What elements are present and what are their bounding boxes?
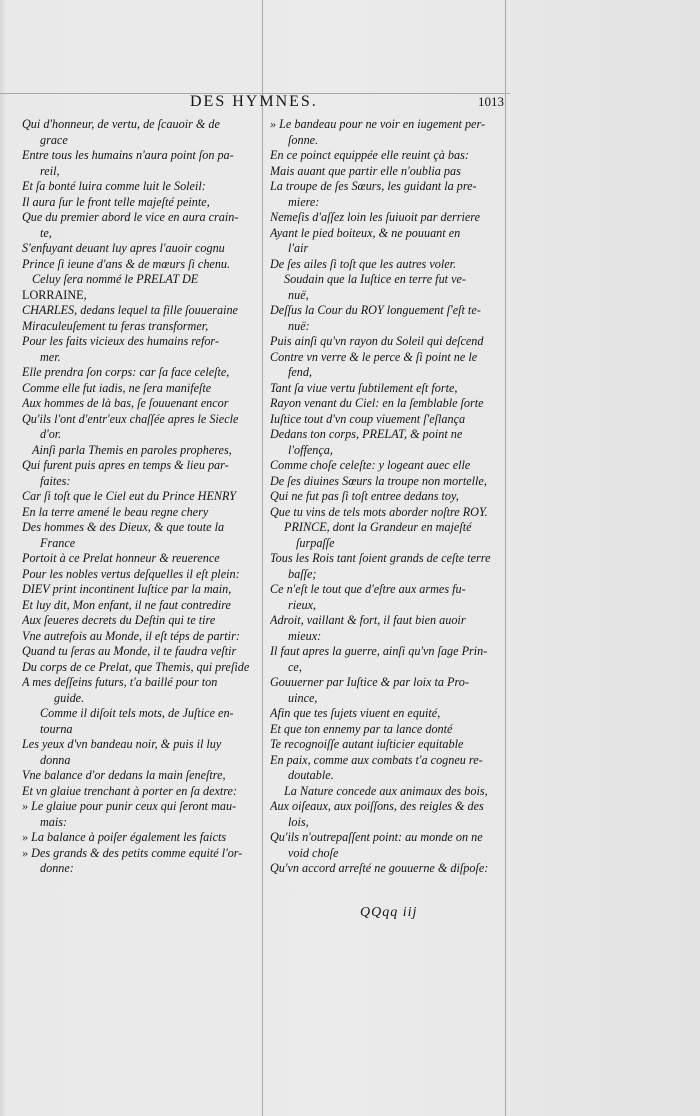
verse-line: CHARLES, dedans lequel ta fille ſouueraine xyxy=(22,303,238,317)
verse-line: uince, xyxy=(288,690,318,705)
verse-line: Qu'ils n'outrepaſſent point: au monde on ne xyxy=(270,830,483,844)
verse-line: Car ſi toſt que le Ciel eut du Prince HENRY xyxy=(22,489,237,503)
verse-line: l'air xyxy=(288,241,309,255)
verse-line: Aux ſeueres decrets du Deſtin qui te tire xyxy=(22,613,216,627)
verse-line: tourna xyxy=(40,721,73,736)
verse-line: donna xyxy=(40,752,71,767)
verse-line: DIEV print incontinent Iuſtice par la main, xyxy=(22,582,232,596)
verse-line: Nemeſis d'aſſez loin les ſuiuoit par derriere xyxy=(270,210,481,224)
verse-line: lois, xyxy=(288,814,309,829)
verse-line: Ainſi parla Themis en paroles propheres, xyxy=(32,442,232,457)
verse-line: Adroit, vaillant & fort, il faut bien auoir xyxy=(270,613,466,627)
verse-line: te, xyxy=(40,225,52,240)
verse-line: Vne balance d'or dedans la main ſeneſtre, xyxy=(22,768,226,782)
verse-line: ſurpaſſe xyxy=(296,535,335,550)
verse-line: Contre vn verre & le perce & ſi point ne le xyxy=(270,349,478,364)
verse-line: doutable. xyxy=(288,768,334,782)
page-number: 1013 xyxy=(478,94,504,109)
verse-line: Aux oiſeaux, aux poiſſons, des reigles & des xyxy=(270,799,484,813)
verse-line: Qu'ils l'ont d'entr'eux chaſſée apres le Siecle xyxy=(22,411,239,426)
verse-line: France xyxy=(40,535,76,550)
verse-line: ſonne. xyxy=(288,132,319,147)
verse-line: LORRAINE, xyxy=(22,287,87,302)
verse-line: Iuſtice tout d'vn coup viuement ſ'eſlança xyxy=(270,411,466,426)
verse-line: Et vn glaiue trenchant à porter en ſa dextre: xyxy=(22,783,238,798)
verse-line: guide. xyxy=(54,690,85,705)
verse-line: La Nature concede aux animaux des bois, xyxy=(284,783,488,798)
verse-line: Quand tu ſeras au Monde, il te faudra veſtir xyxy=(22,644,237,658)
verse-line: Portoit à ce Prelat honneur & reuerence xyxy=(22,551,220,565)
verse-line: Vne autrefois au Monde, il eſt téps de partir: xyxy=(22,628,240,643)
verse-line: Et luy dit, Mon enfant, il ne faut contredire xyxy=(22,597,231,612)
verse-line: miere: xyxy=(288,194,320,209)
verse-line: ce, xyxy=(288,659,302,674)
verse-line: Les yeux d'vn bandeau noir, & puis il luy xyxy=(22,737,222,751)
verse-line: » Le bandeau pour ne voir en iugement per- xyxy=(270,117,486,131)
verse-line: » Le glaiue pour punir ceux qui ſeront mau- xyxy=(22,799,237,813)
verse-line: » La balance à poiſer également les faicts xyxy=(22,830,227,844)
verse-line: Elle prendra ſon corps: car ſa face celeſte, xyxy=(22,365,230,379)
verse-line: Il aura ſur le front telle majeſté peinte, xyxy=(22,194,210,209)
verse-line: Et que ton ennemy par ta lance donté xyxy=(270,721,453,736)
verse-line: Du corps de ce Prelat, que Themis, qui preſide xyxy=(22,659,250,674)
verse-line: De ſes ailes ſi toſt que les autres voler. xyxy=(270,256,457,271)
verse-line: baſſe; xyxy=(288,566,317,581)
verse-line: l'offença, xyxy=(288,442,333,457)
verse-line: Deſſus la Cour du ROY longuement ſ'eſt te- xyxy=(270,303,481,317)
verse-line: Tant ſa viue vertu ſubtilement eſt forte, xyxy=(270,380,458,395)
verse-line: Celuy ſera nommé le PRELAT DE xyxy=(32,272,199,286)
verse-line: Afin que tes ſujets viuent en equité, xyxy=(270,706,441,720)
verse-line: Dedans ton corps, PRELAT, & point ne xyxy=(270,427,463,441)
verse-line: mieux: xyxy=(288,628,322,643)
verse-line: Qui ne fut pas ſi toſt entree dedans toy, xyxy=(270,489,459,503)
verse-line: Que tu vins de tels mots aborder noſtre ROY. xyxy=(270,504,488,519)
verse-line: Pour les faits vicieux des humains refor- xyxy=(22,334,219,348)
verse-line: reil, xyxy=(40,163,60,178)
verse-line: Pour les nobles vertus deſquelles il eſt plein: xyxy=(22,566,240,581)
verse-line: Comme elle fut iadis, ne ſera manifeſte xyxy=(22,380,212,395)
signature-mark: QQqq iij xyxy=(360,905,418,920)
verse-line: Tous les Rois tant ſoient grands de ceſte terre xyxy=(270,551,491,565)
verse-line: En la terre amené le beau regne chery xyxy=(22,504,209,519)
verse-line: Miraculeuſement tu feras transformer, xyxy=(22,318,209,333)
verse-line: mais: xyxy=(40,814,68,829)
verse-line: fend, xyxy=(288,365,313,379)
verse-line: Te recognoiſſe autant iuſticier equitable xyxy=(270,737,464,751)
verse-line: » Des grands & des petits comme equité l'or- xyxy=(22,845,243,860)
verse-line: Aux hommes de là bas, ſe ſouuenant encor xyxy=(22,396,229,410)
verse-line: Comme choſe celeſte: y logeant auec elle xyxy=(270,458,471,472)
verse-line: Et ſa bonté luira comme luit le Soleil: xyxy=(22,179,206,193)
verse-line: Entre tous les humains n'aura point ſon pa- xyxy=(22,148,234,162)
verse-line: Des hommes & des Dieux, & que toute la xyxy=(22,520,225,534)
verse-line: void choſe xyxy=(288,845,339,860)
verse-line: grace xyxy=(40,132,68,147)
verse-line: Soudain que la Iuſtice en terre fut ve- xyxy=(284,272,466,286)
verse-line: Que du premier abord le vice en aura crain- xyxy=(22,210,239,224)
verse-line: Ce n'eſt le tout que d'eſtre aux armes fu- xyxy=(270,582,466,596)
verse-line: Rayon venant du Ciel: en la ſemblable ſorte xyxy=(270,396,484,410)
verse-line: d'or. xyxy=(40,427,62,441)
verse-line: En ce poinct equippée elle reuint çà bas: xyxy=(270,148,469,162)
verse-line: Qui d'honneur, de vertu, de ſcauoir & de xyxy=(22,117,220,131)
verse-line: mer. xyxy=(40,349,61,364)
verse-line: Puis ainſi qu'vn rayon du Soleil qui deſcend xyxy=(270,334,484,348)
verse-line: La troupe de ſes Sœurs, les guidant la pre- xyxy=(270,179,477,193)
verse-line: nuë: xyxy=(288,318,310,333)
verse-line: rieux, xyxy=(288,597,317,612)
verse-line: Il faut apres la guerre, ainſi qu'vn ſage Prin- xyxy=(270,644,488,658)
verse-line: nuë, xyxy=(288,287,309,302)
verse-line: A mes deſſeins futurs, t'a baillé pour ton xyxy=(22,675,218,689)
verse-line: faites: xyxy=(40,473,71,488)
verse-line: S'enfuyant deuant luy apres l'auoir cognu xyxy=(22,241,225,255)
verse-line: Prince ſi ieune d'ans & de mœurs ſi chenu. xyxy=(22,256,231,271)
left-text-column xyxy=(22,117,262,877)
verse-line: Qui furent puis apres en temps & lieu par- xyxy=(22,458,229,472)
verse-line: Comme il diſoit tels mots, de Juſtice en- xyxy=(40,706,234,720)
right-text-column xyxy=(270,117,506,877)
column-divider xyxy=(262,0,263,1116)
verse-line: PRINCE, dont la Grandeur en majeſté xyxy=(284,520,472,534)
verse-line: Ayant le pied boiteux, & ne pouuant en xyxy=(270,225,461,240)
verse-line: Qu'vn accord arreſté ne gouuerne & diſpoſe: xyxy=(270,861,489,875)
verse-line: De ſes diuines Sœurs la troupe non mortelle, xyxy=(270,473,487,488)
verse-line: donne: xyxy=(40,861,74,875)
running-title: DES HYMNES. xyxy=(190,93,318,110)
verse-line: Mais auant que partir elle n'oublia pas xyxy=(270,163,461,178)
verse-line: En paix, comme aux combats t'a cogneu re- xyxy=(270,752,483,767)
verse-line: Gouuerner par Iuſtice & par loix ta Pro- xyxy=(270,675,469,689)
